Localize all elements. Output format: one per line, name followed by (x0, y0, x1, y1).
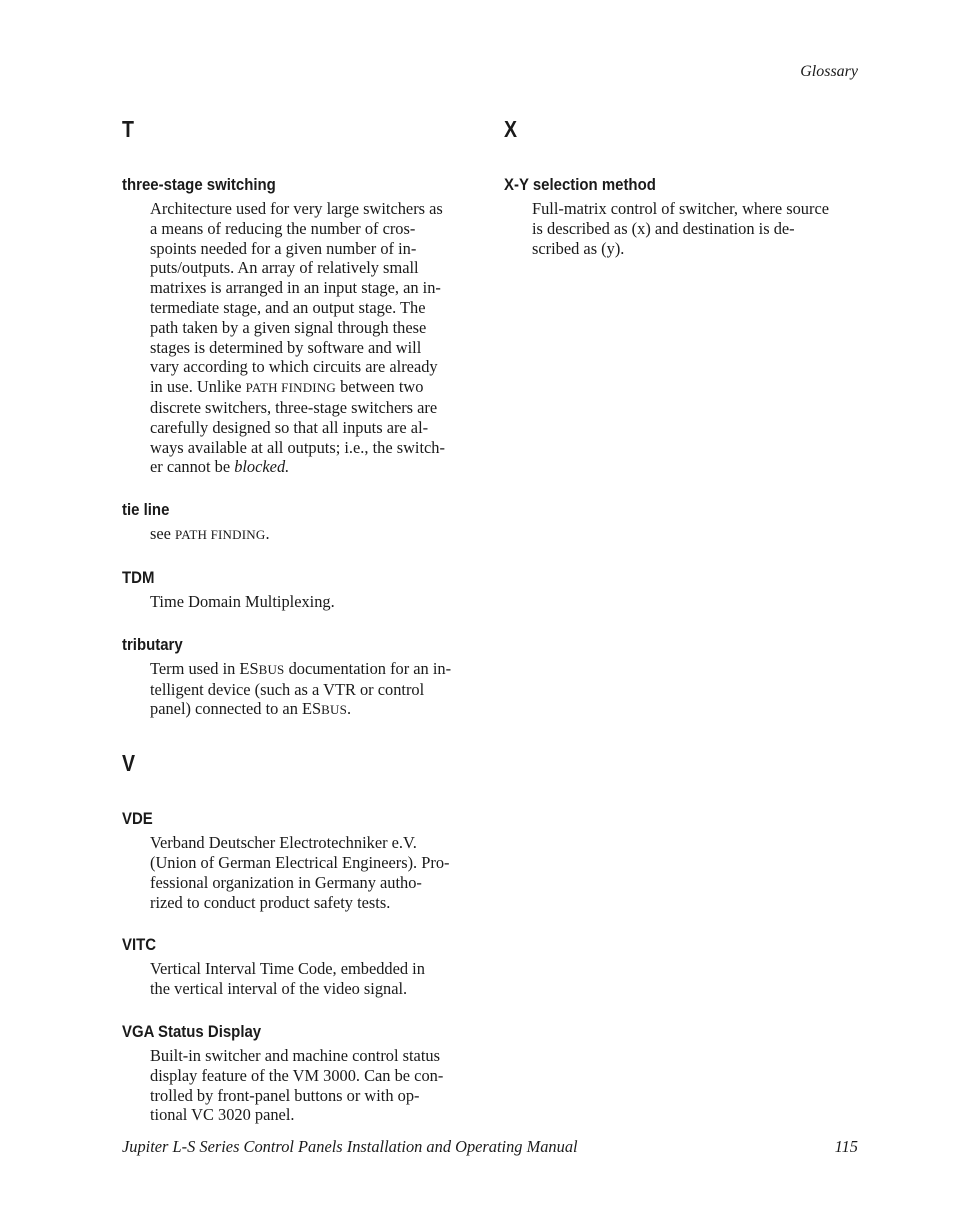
footer-manual-title: Jupiter L-S Series Control Panels Installation and Operating Manual (122, 1137, 578, 1156)
definition-line: rized to conduct product safety tests. (150, 892, 391, 912)
glossary-entry-vitc (122, 934, 482, 999)
smallcaps-bus: BUS (258, 661, 285, 677)
definition-line: telligent device (such as a VTR or control (150, 679, 425, 699)
definition-line: discrete switchers, three-stage switchers are (150, 397, 438, 417)
definition-line-mixed (150, 524, 482, 545)
definition-vde (150, 833, 482, 912)
running-head-glossary: Glossary (800, 63, 858, 80)
definition-line: termediate stage, and an output stage. The (150, 297, 426, 317)
cross-reference-path-finding: PATH FINDING (245, 380, 337, 396)
definition-line: a means of reducing the number of cros- (150, 218, 416, 238)
term-tie-line: tie line (122, 500, 170, 520)
definition-line-mixed (150, 377, 482, 398)
definition-line: Time Domain Multiplexing. (150, 591, 335, 611)
definition-text: between two (336, 377, 424, 397)
definition-line: Full-matrix control of switcher, where source (532, 199, 830, 218)
smallcaps-bus: BUS (321, 702, 348, 718)
right-column (504, 114, 864, 280)
term-x-y-selection-method: X-Y selection method (504, 175, 656, 194)
section-letter-v: V (122, 750, 136, 777)
definition-line: scribed as (y). (532, 238, 625, 258)
glossary-entry-x-y-selection-method (504, 174, 864, 258)
definition-line: ways available at all outputs; i.e., the switch- (150, 437, 445, 457)
definition-tributary (150, 659, 482, 720)
definition-line-mixed (150, 659, 482, 680)
glossary-entry-tributary (122, 634, 482, 720)
definition-line: fessional organization in Germany autho- (150, 872, 422, 892)
definition-text: panel) connected to an ES (150, 699, 322, 719)
term-tdm: TDM (122, 567, 155, 587)
definition-line: the vertical interval of the video signal. (150, 979, 408, 999)
definition-line: trolled by front-panel buttons or with op- (150, 1085, 420, 1105)
definition-vitc (150, 959, 482, 999)
definition-text: . (347, 699, 352, 719)
term-three-stage-switching: three-stage switching (122, 175, 276, 194)
definition-tie-line (150, 524, 482, 545)
definition-text: . (265, 524, 270, 544)
glossary-entry-vde (122, 808, 482, 912)
term-vga-status-display: VGA Status Display (122, 1021, 262, 1041)
definition-text: see (150, 524, 176, 544)
definition-three-stage-switching (150, 199, 482, 477)
definition-line: carefully designed so that all inputs are al- (150, 417, 429, 437)
glossary-entry-vga-status-display (122, 1021, 482, 1125)
term-tributary: tributary (122, 634, 183, 654)
left-column (122, 114, 482, 1147)
cross-reference-path-finding: PATH FINDING (175, 527, 266, 543)
definition-text: er cannot be (150, 457, 235, 477)
definition-line: tional VC 3020 panel. (150, 1105, 295, 1125)
definition-line: matrixes is arranged in an input stage, an in- (150, 278, 441, 298)
definition-line: is described as (x) and destination is de- (532, 218, 795, 238)
glossary-entry-tdm (122, 567, 482, 612)
definition-text: documentation for an in- (284, 658, 452, 678)
section-letter-x: X (504, 116, 518, 142)
emphasis-blocked: blocked. (234, 457, 290, 477)
definition-line: (Union of German Electrical Engineers). Pro- (150, 852, 450, 872)
glossary-entry-three-stage-switching (122, 174, 482, 477)
definition-tdm (150, 592, 482, 612)
section-letter-t: T (122, 116, 134, 142)
definition-line-mixed (150, 699, 482, 720)
term-vde: VDE (122, 809, 153, 829)
definition-line-mixed (150, 457, 482, 477)
footer-page-number: 115 (834, 1137, 858, 1156)
definition-line: Vertical Interval Time Code, embedded in (150, 959, 425, 979)
definition-line: Architecture used for very large switchers as (150, 199, 443, 218)
definition-line: display feature of the VM 3000. Can be con- (150, 1065, 444, 1085)
definition-vga-status-display (150, 1046, 482, 1125)
definition-text: in use. Unlike (150, 377, 246, 397)
definition-line: path taken by a given signal through these (150, 317, 427, 337)
definition-line: puts/outputs. An array of relatively small (150, 258, 419, 278)
term-vitc: VITC (122, 935, 157, 955)
definition-line: stages is determined by software and will (150, 337, 422, 357)
definition-x-y-selection-method (532, 199, 864, 258)
glossary-entry-tie-line (122, 499, 482, 545)
definition-line: Built-in switcher and machine control status (150, 1045, 440, 1065)
definition-text: Term used in ES (150, 658, 259, 678)
definition-line: vary according to which circuits are already (150, 357, 438, 377)
definition-line: Verband Deutscher Electrotechniker e.V. (150, 833, 417, 853)
definition-line: spoints needed for a given number of in- (150, 238, 417, 258)
